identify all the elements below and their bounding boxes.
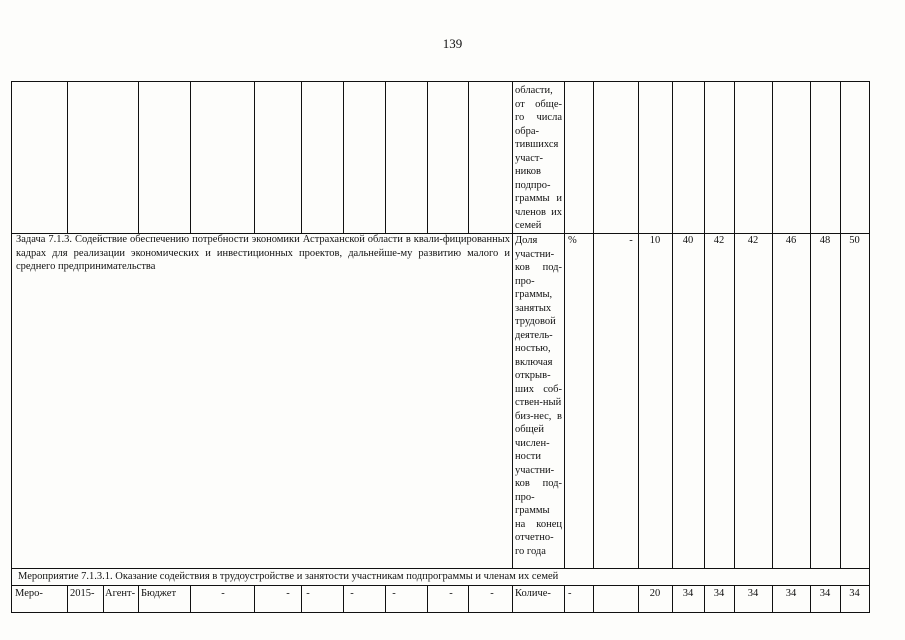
executor-cell: Агент- — [105, 588, 136, 599]
period-cell: 2015- — [70, 588, 95, 599]
col-line — [103, 585, 104, 613]
value-cell: 46 — [785, 235, 797, 246]
col-line — [385, 82, 386, 233]
event-7-1-3-1: Мероприятие 7.1.3.1. Оказание содействия в трудоустройстве и занятости участникам подпрограммы и членам их семей — [18, 571, 559, 582]
indicator-cell: Количе- — [515, 588, 551, 599]
task-7-1-3: Задача 7.1.3. Содействие обеспечению потребности экономики Астраханской области в квали-фицированных кадрах для реализации экономических и инвестиционных проектов, дальнейше-му развитию малого и среднего предпринимательства — [16, 234, 510, 272]
col-line — [138, 585, 139, 613]
col-line — [672, 82, 673, 568]
value-cell: 34 — [849, 588, 860, 599]
amount-cell: - — [306, 588, 310, 599]
amount-cell: - — [490, 588, 494, 599]
col-line — [810, 82, 811, 568]
event-cell: Меро- — [15, 588, 43, 599]
col-line — [138, 82, 139, 233]
col-line — [468, 585, 469, 613]
value-cell: 34 — [819, 588, 831, 599]
col-line — [840, 82, 841, 568]
col-line — [704, 82, 705, 568]
row-line — [12, 585, 869, 586]
unit-cell: - — [568, 588, 572, 599]
col-line — [734, 82, 735, 568]
col-line — [254, 82, 255, 233]
col-line — [427, 82, 428, 233]
value-cell: 10 — [649, 235, 661, 246]
source-cell: Бюджет — [141, 588, 177, 599]
value-cell: 34 — [713, 588, 725, 599]
col-line — [564, 82, 565, 568]
page-number: 139 — [442, 36, 463, 51]
base-value-cell: - — [629, 235, 633, 246]
col-line — [564, 585, 565, 613]
col-line — [190, 82, 191, 233]
value-cell: 34 — [682, 588, 694, 599]
col-line — [512, 585, 513, 613]
value-cell: 34 — [785, 588, 797, 599]
col-line — [772, 82, 773, 568]
col-line — [301, 82, 302, 233]
value-cell: 42 — [747, 235, 759, 246]
col-line — [427, 585, 428, 613]
amount-cell: - — [221, 588, 225, 599]
col-line — [67, 585, 68, 613]
col-line — [254, 585, 255, 613]
col-line — [343, 82, 344, 233]
value-cell: 40 — [682, 235, 694, 246]
col-line — [343, 585, 344, 613]
col-line — [593, 585, 594, 613]
value-cell: 50 — [849, 235, 860, 246]
col-line — [593, 82, 594, 568]
value-cell: 42 — [713, 235, 725, 246]
indicator-continued: области, от обще-го числа обра-тившихся участ-ников подпро-граммы и членов их семей — [515, 85, 562, 231]
value-cell: 34 — [747, 588, 759, 599]
unit-cell: % — [568, 235, 577, 246]
value-cell: 48 — [819, 235, 831, 246]
row-line — [12, 568, 869, 569]
col-line — [385, 585, 386, 613]
col-line — [638, 82, 639, 568]
amount-cell: - — [286, 588, 290, 599]
amount-cell: - — [392, 588, 396, 599]
col-line — [468, 82, 469, 233]
col-line — [190, 585, 191, 613]
value-cell: 20 — [649, 588, 661, 599]
col-line — [67, 82, 68, 233]
program-table — [11, 81, 870, 613]
indicator-share: Доля участни-ков под-про-граммы, занятых трудовой деятель-ностью, включая открыв-ших соб-ствен-ный биз-нес, в общей числен-ности участни-ков под-про-граммы на конец отчетно-го года — [515, 235, 562, 557]
amount-cell: - — [449, 588, 453, 599]
col-line — [512, 82, 513, 568]
amount-cell: - — [350, 588, 354, 599]
